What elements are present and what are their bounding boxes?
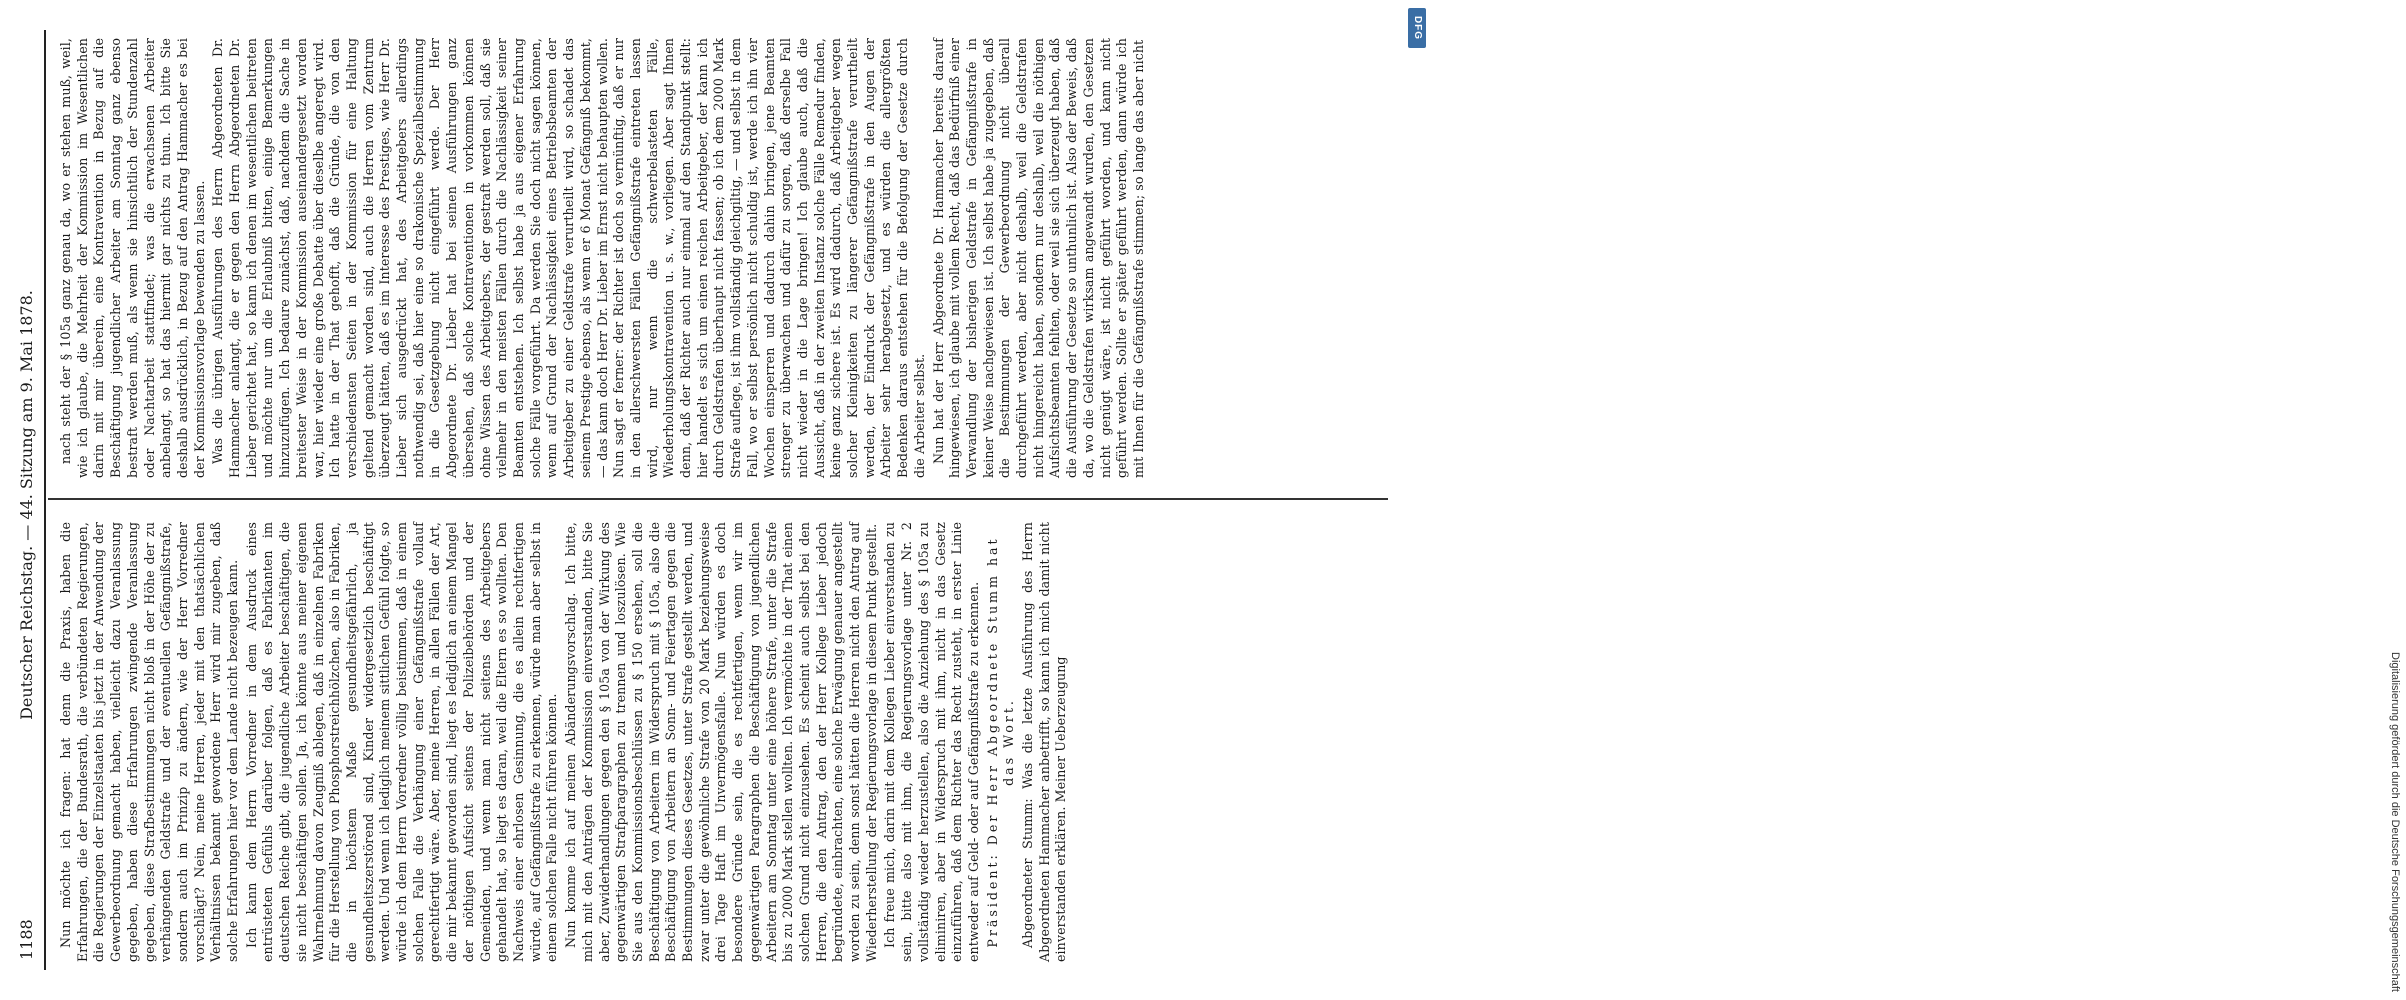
paragraph: Nun hat der Herr Abgeordnete Dr. Hammacher bereits darauf hingewiesen, ich glaube mit vollem Recht, daß das Bedürfniß einer Verwandlung der bisherigen Geldstrafe in Gefängnißstrafe in keiner Weise nachgewiesen ist. Ich selbst habe ja zugegeben, daß die Bestimmungen der Gewerbeordnung nicht überall durchgeführt werden, aber nicht deshalb, weil die Geldstrafen nicht hingereicht haben, sondern nur deshalb, weil die nöthigen Aufsichtsbeamten fehlten, oder weil sie sich überzeugt haben, daß die Ausführung der Gesetze so unthunlich ist. Also der Beweis, daß da, wo die Geldstrafen wirksam angewandt wurden, den Gesetzen nicht genügt wäre, ist nicht geführt worden, und kann nicht geführt werden. Sollte er später geführt werden, dann würde ich mit Ihnen für die Gefängnißstrafe stimmen; so lange das aber nicht (930, 38, 1146, 478)
paragraph: Ich freue mich, darin mit dem Kollegen Lieber einverstanden zu sein, bitte also mit ihm, die Regierungsvorlage unter Nr. 2 vollständig wieder herzustellen, also die Anziehung des § 105a zu eliminiren, aber in Widerspruch mit ihm, nicht in das Gesetz einzuführen, daß dem Richter das Recht zusteht, in erster Linie entweder auf Geld- oder auf Gefängnißstrafe zu erkennen. (882, 522, 981, 962)
funding-notice: Digitalisierung gefördert durch die Deutsche Forschungsgemeinschaft (2389, 652, 2401, 992)
paragraph: Ich kann dem Herrn Vorredner in dem Ausdruck eines entrüsteten Gefühls darüber folgen, daß es Fabrikanten im deutschen Reiche gibt, die jugendliche Arbeiter beschäftigen, die sie nicht beschäftigen sollen. Ja, ich könnte aus meiner eigenen Wahrnehmung davon Zeugniß ablegen, daß in einzelnen Fabriken für die Herstellung von Phosphorstreichhölzchen, also in Fabriken, die in höchstem Maße gesundheitsgefährlich, ja gesundheitszerstörend sind, Kinder widergesetzlich beschäftigt werden. Und wenn ich lediglich meinem sittlichen Gefühl folgte, so würde ich dem Herrn Vorredner völlig beistimmen, daß in einem solchen Falle die Verhängung einer Gefängnißstrafe vollauf gerechtfertigt wäre. Aber, meine Herren, in allen Fällen der Art, die mir bekannt geworden sind, liegt es lediglich an einem Mangel der nöthigen Aufsicht seitens der Polizeibehörden und der Gemeinden, und wenn man nicht seitens des Arbeitgebers gehandelt hat, so liegt es daran, weil die Eltern es so wollten. Den Nachweis einer ehrlosen Gesinnung, die es allein rechtfertigen würde, auf Gefängnißstrafe zu erkennen, würde man aber selbst in einem solchen Falle nicht führen können. (243, 522, 560, 962)
paragraph: Nun komme ich auf meinen Abänderungsvorschlag. Ich bitte, mich mit den Anträgen der Kommission einverstanden, bitte Sie aber, Zuwiderhandlungen gegen den § 105a von der Wirkung des gegenwärtigen Strafparagraphen zu trennen und loszulösen. Wie Sie aus den Kommissionsbeschlüssen zu § 150 ersehen, soll die Beschäftigung von Arbeitern im Widerspruch mit § 105a, also die Beschäftigung von Arbeitern an Sonn- und Feiertagen gegen die Bestimmungen dieses Gesetzes, unter Strafe gestellt werden, und zwar unter die gewöhnliche Strafe von 20 Mark beziehungsweise drei Tage Haft im Unvermögensfalle. Nun würden es doch besondere Gründe sein, die es rechtfertigen, wenn wir im gegenwärtigen Paragraphen die Beschäftigung von jugendlichen Arbeitern am Sonntag unter eine höhere Strafe, unter die Strafe bis zu 2000 Mark stellen wollten. Ich vermöchte in der That einen solchen Grund nicht einzusehen. Es scheint auch selbst bei den Herren, die den Antrag, den der Herr Kollege Lieber jedoch begründete, einbrachten, eine solche Erwägung genauer angestellt worden zu sein, denn sonst hätten die Herren nicht den Antrag auf Wiederherstellung der Regierungsvorlage in diesem Punkt gestellt. (563, 522, 879, 962)
paragraph: Nun möchte ich fragen: hat denn die Praxis, haben die Erfahrungen, die der Bundesrath, die verbündeten Regierungen, die Regierungen der Einzelstaaten bis jetzt in der Anwendung der Gewerbeordnung gemacht haben, vielleicht dazu Veranlassung gegeben, haben diese Erfahrungen zwingende Veranlassung gegeben, diese Strafbestimmungen nicht bloß in der Höhe der zu verhängenden Geldstrafe und der eventuellen Gefängnißstrafe, sondern auch im Prinzip zu ändern, wie der Herr Vorredner vorschlägt? Nein, meine Herren, jeder mit den thatsächlichen Verhältnissen bekannt gewordene Herr wird mir zugeben, daß solche Erfahrungen hier vor dem Lande nicht bezeugen kann. (58, 522, 241, 962)
dfg-logo-label: DFG (1412, 15, 1423, 41)
page-number: 1188 (17, 919, 36, 960)
paragraph: Abgeordneter Stumm: Was die letzte Ausführung des Herrn Abgeordneten Hammacher anbetrifft, so kann ich mich damit nicht einverstanden erklären. Meiner Ueberzeugung (1020, 522, 1069, 962)
dfg-banner (1406, 0, 2401, 1000)
left-column (58, 522, 1388, 962)
right-column (58, 38, 1388, 478)
column-divider (48, 498, 1388, 500)
dfg-logo-icon (1408, 8, 1426, 48)
running-title: Deutscher Reichstag. — 44. Sitzung am 9. Mai 1878. (17, 290, 36, 720)
paragraph: Was die übrigen Ausführungen des Herrn Abgeordneten Dr. Hammacher anlangt, die er gegen den Herrn Abgeordneten Dr. Lieber gerichtet hat, so kann ich denen im wesentlichen beitreten und möchte nur um die Erlaubniß bitten, einige Bemerkungen hinzuzufügen. Ich bedaure zunächst, daß, nachdem die Sache in breitester Weise in der Kommission auseinandergesetzt worden war, hier wieder eine große Debatte über dieselbe angeregt wird. Ich hatte in der That gehofft, daß die Gründe, die von den verschiedensten Seiten in der Kommission für eine Haltung geltend gemacht worden sind, auch die Herren vom Zentrum überzeugt hätten, daß es im Interesse des Prestiges, wie Herr Dr. Lieber sich ausgedrückt hat, des Arbeitgebers allerdings nothwendig sei, daß hier eine so drakonische Spezialbestimmung in die Gesetzgebung nicht eingeführt werde. Der Herr Abgeordnete Dr. Lieber hat bei seinen Ausführungen ganz übersehen, daß solche Kontraventionen in vorkommen können ohne Wissen des Arbeitgebers, der gestraft werden soll, daß sie vielmehr in den meisten Fällen durch die Nachlässigkeit seiner Beamten entstehen. Ich selbst habe ja aus eigener Erfahrung solche Fälle vorgeführt. Da werden Sie doch nicht sagen können, wenn auf Grund der Nachlässigkeit eines Betriebsbeamten der Arbeitgeber zu einer Geldstrafe verurtheilt wird, so schadet das seinem Prestige ebenso, als wenn er 6 Monat Gefängniß bekommt, — das kann doch Herr Dr. Lieber im Ernst nicht behaupten wollen. Nun sagt er ferner: der Richter ist doch so vernünftig, daß er nur in den allerschwersten Fällen Gefängnißstrafe eintreten lassen wird, nur wenn die schwerbelasteten Fälle, Wiederholungskontravention u. s. w., vorliegen. Aber sagt Ihnen denn, daß der Richter auch nur einmal auf den Standpunkt stellt: hier handelt es sich um einen reichen Arbeitgeber, der kann ich durch Geldstrafen überhaupt nicht fassen; ob ich dem 2000 Mark Strafe auflege, ist ihm vollständig gleichgiltig, — und selbst in dem Fall, wo er selbst persönlich nicht schuldig ist, werde ich ihn vier Wochen einsperren und dadurch dahin bringen, jene Beamten strenger zu überwachen und dafür zu sorgen, daß derselbe Fall nicht wieder in die Lage bringen! Ich glaube auch, daß die Aussicht, daß in der zweiten Instanz solche Fälle Remedur finden, keine ganz sichere ist. Es wird dadurch, daß Arbeitgeber wegen solcher Kleinigkeiten zu längerer Gefängnißstrafe verurtheilt werden, der Eindruck der Gefängnißstrafe in den Augen der Arbeiter sehr herabgesetzt, und es würden die allergrößten Bedenken daraus entstehen für die Befolgung der Gesetze durch die Arbeiter selbst. (210, 38, 927, 478)
paragraph: Präsident: Der Herr Abgeordnete Stumm hat das Wort. (984, 536, 1017, 948)
page-header (14, 30, 40, 980)
paragraph: nach steht der § 105a ganz genau da, wo er stehen muß, weil, wie ich glaube, die Mehrheit der Kommission im Wesentlichen darin mit mir überein, eine Kontravention in Bezug auf die Beschäftigung jugendlicher Arbeiter am Sonntag ganz ebenso bestraft werden muß, als wenn sie hinsichtlich der Stundenzahl oder Nachtarbeit stattfindet; was die erwachsenen Arbeiter anbelangt, so hat das hiermit gar nichts zu thun. Ich bitte Sie deshalb ausdrücklich, in Bezug auf den Antrag Hammacher es bei der Kommissionsvorlage bewenden zu lassen. (58, 38, 207, 478)
header-rule (44, 30, 46, 970)
